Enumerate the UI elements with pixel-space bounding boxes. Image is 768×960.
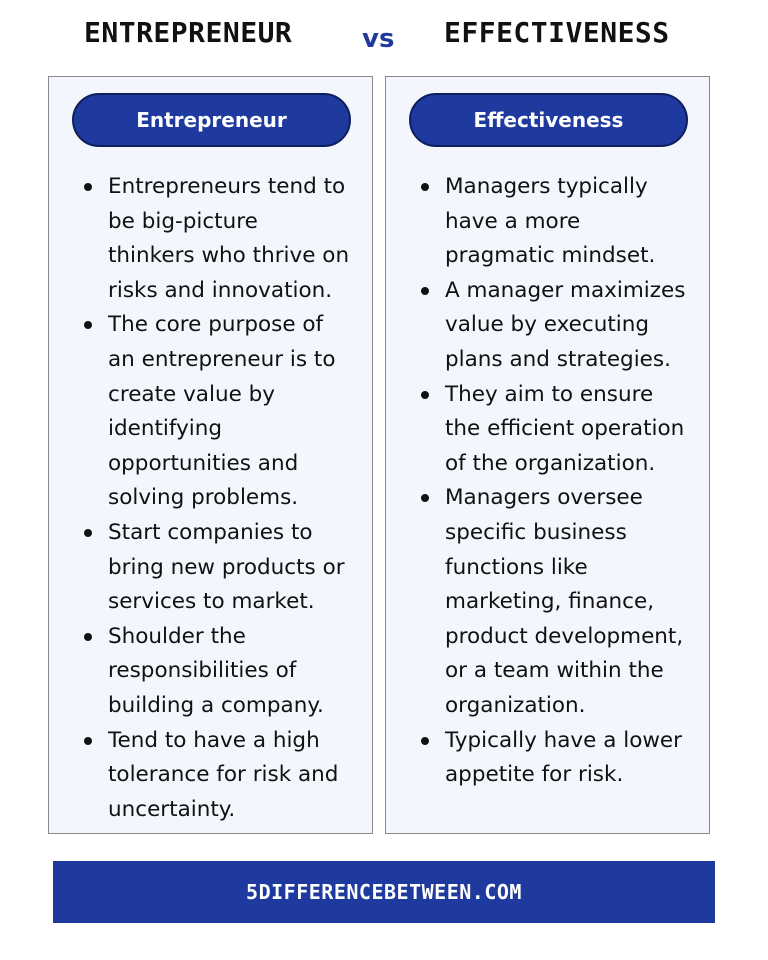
effectiveness-heading-pill: [409, 93, 688, 147]
bullet-icon: [421, 391, 429, 399]
list-item-text: Start companies to bring new products or services to market.: [108, 519, 345, 615]
bullet-icon: [84, 529, 92, 537]
list-item: [420, 724, 710, 793]
bullet-icon: [421, 494, 429, 502]
left-title: ENTREPRENEUR: [84, 16, 293, 49]
entrepreneur-panel: [48, 76, 373, 834]
footer-site-link[interactable]: 5DIFFERENCEBETWEEN.COM: [246, 880, 522, 904]
entrepreneur-list: [83, 170, 373, 827]
list-item-text: Shoulder the responsibilities of building a company.: [108, 623, 324, 718]
effectiveness-panel: [385, 76, 710, 834]
list-item: [83, 724, 373, 828]
footer-banner: [53, 861, 715, 923]
bullet-icon: [421, 183, 429, 191]
list-item-text: Managers typically have a more pragmatic mindset.: [445, 174, 656, 269]
vs-label: vs: [362, 24, 395, 54]
entrepreneur-heading: Entrepreneur: [136, 108, 287, 132]
bullet-icon: [421, 737, 429, 745]
list-item: [420, 481, 710, 723]
effectiveness-list: [420, 170, 710, 793]
list-item: [420, 274, 710, 378]
list-item: [420, 170, 710, 274]
list-item-text: Typically have a lower appetite for risk.: [445, 727, 683, 788]
bullet-icon: [84, 321, 92, 329]
bullet-icon: [84, 183, 92, 191]
entrepreneur-heading-pill: [72, 93, 351, 147]
list-item: [83, 516, 373, 620]
bullet-icon: [84, 633, 92, 641]
list-item: [83, 170, 373, 308]
right-title: EFFECTIVENESS: [444, 16, 670, 49]
list-item-text: A manager maximizes value by executing plans and strategies.: [445, 277, 686, 372]
bullet-icon: [421, 287, 429, 295]
list-item: [83, 620, 373, 724]
list-item-text: Managers oversee specific business functions like marketing, finance, product development, or a team within the organization.: [445, 485, 684, 718]
list-item: [83, 308, 373, 516]
effectiveness-heading: Effectiveness: [473, 108, 624, 132]
list-item-text: Entrepreneurs tend to be big-picture thinkers who thrive on risks and innovation.: [108, 174, 350, 303]
bullet-icon: [84, 737, 92, 745]
list-item-text: They aim to ensure the efficient operation of the organization.: [445, 381, 685, 476]
list-item: [420, 378, 710, 482]
list-item-text: Tend to have a high tolerance for risk and uncertainty.: [108, 727, 339, 822]
list-item-text: The core purpose of an entrepreneur is to create value by identifying opportunities and solving problems.: [108, 312, 336, 511]
